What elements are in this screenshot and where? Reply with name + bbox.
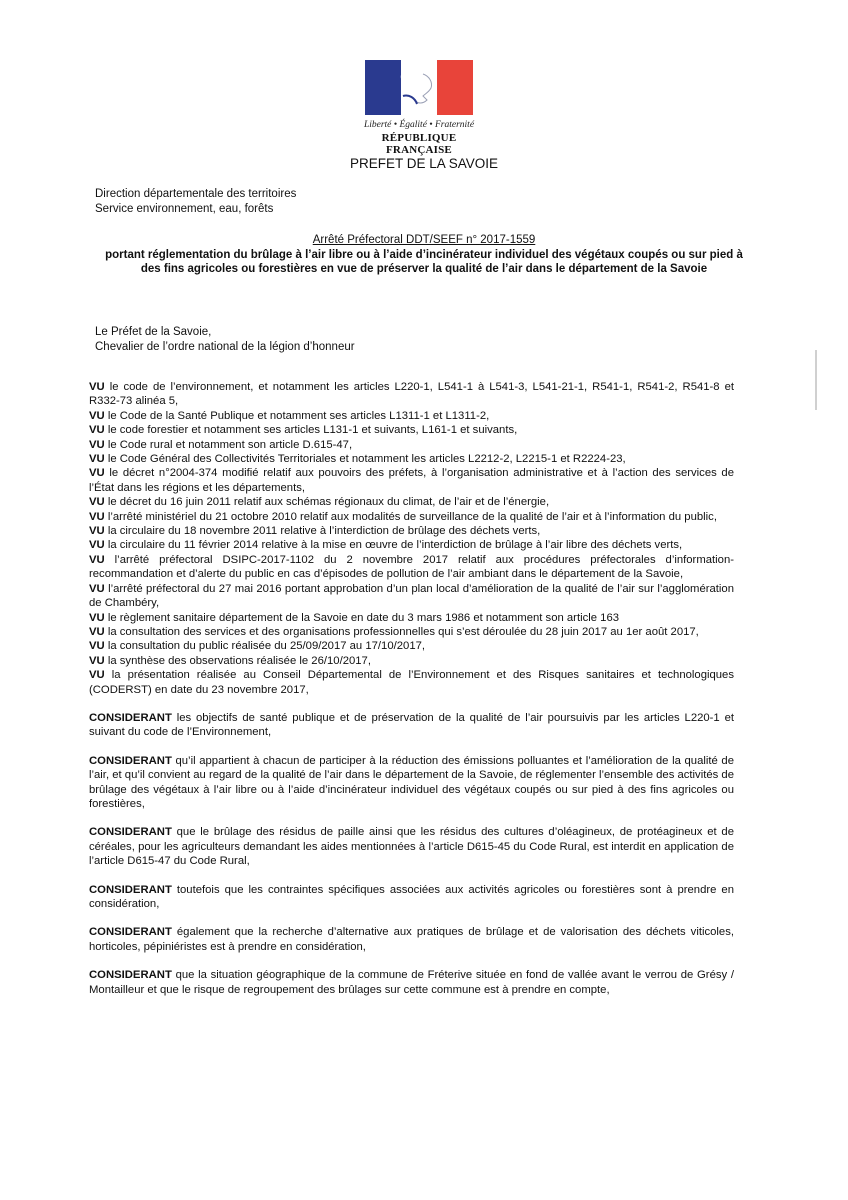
vu-keyword: VU bbox=[89, 611, 105, 624]
marianne-flag-icon bbox=[365, 60, 473, 115]
prefet-title-block bbox=[95, 325, 355, 355]
considerant-text: également que la recherche d’alternative aux pratiques de brûlage et de valorisation des déchets viticoles, horticoles, pépiniéristes est à prendre en considération, bbox=[89, 926, 734, 953]
vu-list bbox=[89, 380, 734, 697]
considerant-text: toutefois que les contraintes spécifiques associées aux activités agricoles ou forestières sont à prendre en considération, bbox=[89, 883, 734, 910]
vu-paragraph bbox=[89, 438, 734, 452]
vu-paragraph bbox=[89, 654, 734, 668]
vu-text: le règlement sanitaire département de la Savoie en date du 3 mars 1986 et notamment son article 163 bbox=[104, 611, 620, 624]
vu-keyword: VU bbox=[89, 409, 105, 422]
considerant-keyword: CONSIDERANT bbox=[89, 969, 172, 982]
service-block bbox=[95, 187, 296, 217]
considerant-list bbox=[89, 711, 734, 997]
document-body bbox=[89, 380, 734, 997]
vu-keyword: VU bbox=[89, 553, 105, 566]
arrete-block bbox=[100, 233, 748, 277]
vu-paragraph bbox=[89, 524, 734, 538]
vu-text: la consultation du public réalisée du 25/09/2017 au 17/10/2017, bbox=[104, 640, 426, 653]
vu-text: l’arrêté préfectoral du 27 mai 2016 portant approbation d’un plan local d’amélioration de la qualité de l’air sur l’agglomération de Chambéry, bbox=[89, 582, 734, 610]
considerant-keyword: CONSIDERANT bbox=[89, 926, 172, 939]
vu-text: le Code rural et notamment son article D.615-47, bbox=[104, 438, 353, 451]
considerant-keyword: CONSIDERANT bbox=[89, 826, 172, 839]
vu-keyword: VU bbox=[89, 467, 105, 480]
arrete-number: Arrêté Préfectoral DDT/SEEF n° 2017-1559 bbox=[312, 234, 536, 246]
vu-keyword: VU bbox=[89, 496, 105, 509]
vu-paragraph bbox=[89, 582, 734, 611]
considerant-keyword: CONSIDERANT bbox=[89, 711, 172, 724]
considerant-paragraph bbox=[89, 711, 734, 740]
vu-paragraph bbox=[89, 423, 734, 437]
arrete-object: portant réglementation du brûlage à l’air libre ou à l’aide d’incinérateur individuel des végétaux coupés ou sur pied à des fins agricoles ou forestières en vue de préserver la qualité de l’air dans le département de la Savoie bbox=[105, 248, 743, 275]
vu-keyword: VU bbox=[89, 669, 105, 682]
vu-paragraph bbox=[89, 452, 734, 466]
vu-keyword: VU bbox=[89, 510, 105, 523]
vu-paragraph bbox=[89, 380, 734, 409]
vu-text: la circulaire du 18 novembre 2011 relative à l’interdiction de brûlage des déchets verts, bbox=[104, 525, 541, 538]
scan-margin-mark bbox=[815, 350, 817, 410]
vu-keyword: VU bbox=[89, 424, 105, 437]
vu-text: le Code de la Santé Publique et notamment ses articles L1311-1 et L1311-2, bbox=[104, 409, 490, 422]
vu-paragraph bbox=[89, 510, 734, 524]
considerant-paragraph bbox=[89, 825, 734, 868]
vu-paragraph bbox=[89, 409, 734, 423]
vu-text: la consultation des services et des organisations professionnelles qui s’est déroulée du 28 juin 2017 au 1er août 2017, bbox=[104, 625, 699, 638]
vu-paragraph bbox=[89, 639, 734, 653]
vu-text: la présentation réalisée au Conseil Départemental de l’Environnement et des Risques sanitaires et technologiques (CODERST) en date du 23 novembre 2017, bbox=[89, 669, 734, 696]
considerant-paragraph bbox=[89, 968, 734, 997]
vu-text: le code forestier et notamment ses articles L131-1 et suivants, L161-1 et suivants, bbox=[104, 424, 518, 437]
considerant-text: les objectifs de santé publique et de préservation de la qualité de l’air poursuivis par les articles L220-1 et suivant du code de l’Environnement, bbox=[89, 711, 734, 739]
vu-keyword: VU bbox=[89, 438, 105, 451]
prefet-title-line-2: Chevalier de l’ordre national de la légion d’honneur bbox=[95, 341, 355, 353]
vu-keyword: VU bbox=[89, 539, 105, 552]
vu-text: le Code Général des Collectivités Territoriales et notamment les articles L2212-2, L2215-1 et R2224-23, bbox=[104, 453, 626, 466]
vu-keyword: VU bbox=[89, 453, 105, 466]
considerant-keyword: CONSIDERANT bbox=[89, 883, 172, 896]
prefet-title-line-1: Le Préfet de la Savoie, bbox=[95, 326, 212, 338]
republique-logo bbox=[355, 60, 483, 156]
service-line: Service environnement, eau, forêts bbox=[95, 203, 274, 215]
prefet-heading: PREFET DE LA SAVOIE bbox=[349, 156, 499, 171]
vu-paragraph bbox=[89, 625, 734, 639]
considerant-text: que le brûlage des résidus de paille ainsi que les résidus des cultures d’oléagineux, de protéagineux et de céréales, pour les agriculteurs demandant les aides mentionnées à l’article D615-45 du Code Rural, est interdit en application de l’article D615-47 du Code Rural, bbox=[89, 826, 734, 868]
vu-paragraph bbox=[89, 538, 734, 552]
vu-paragraph bbox=[89, 466, 734, 495]
vu-text: le code de l’environnement, et notamment les articles L220-1, L541-1 à L541-3, L541-21-1, R541-1, R541-2, R541-8 et R332-73 alinéa 5, bbox=[89, 381, 734, 408]
considerant-keyword: CONSIDERANT bbox=[89, 754, 172, 767]
vu-keyword: VU bbox=[89, 582, 105, 595]
vu-text: la circulaire du 11 février 2014 relative à la mise en œuvre de l’interdiction de brûlage à l’air libre des déchets verts, bbox=[104, 539, 683, 552]
vu-paragraph bbox=[89, 611, 734, 625]
vu-paragraph bbox=[89, 668, 734, 697]
direction-line: Direction départementale des territoires bbox=[95, 188, 297, 200]
considerant-paragraph bbox=[89, 754, 734, 812]
vu-paragraph bbox=[89, 553, 734, 582]
vu-paragraph bbox=[89, 495, 734, 509]
considerant-text: que la situation géographique de la commune de Fréterive située en fond de vallée avant le verrou de Grésy / Montailleur et que le risque de regroupement des brûlages sur cette commune est à prendre en compte, bbox=[89, 969, 734, 996]
considerant-text: qu’il appartient à chacun de participer à la réduction des émissions polluantes et l’amélioration de la qualité de l’air, et qu’il convient au regard de la qualité de l’air dans le département de la Savoie, de réglementer l’ensemble des activités de brûlage des végétaux à l’air libre ou à l’aide d’incinérateur individuel des végétaux coupés ou sur pied à des fins agricoles ou forestières, bbox=[89, 754, 734, 810]
considerant-paragraph bbox=[89, 925, 734, 954]
vu-text: l’arrêté préfectoral DSIPC-2017-1102 du 2 novembre 2017 relatif aux procédures préfectorales d’information-recommandation et d’alerte du public en cas d’épisodes de pollution de l’air ambiant dans le département de la Savoie, bbox=[89, 553, 734, 581]
vu-text: l’arrêté ministériel du 21 octobre 2010 relatif aux modalités de surveillance de la qualité de l’air et à l’information du public, bbox=[104, 510, 717, 523]
vu-text: le décret n°2004-374 modifié relatif aux pouvoirs des préfets, à l’organisation administrative et à l’action des services de l’État dans les régions et les départements, bbox=[89, 467, 734, 494]
considerant-paragraph bbox=[89, 883, 734, 912]
vu-keyword: VU bbox=[89, 654, 105, 667]
vu-text: le décret du 16 juin 2011 relatif aux schémas régionaux du climat, de l’air et de l’énergie, bbox=[104, 496, 550, 509]
republic-name: RÉPUBLIQUE FRANÇAISE bbox=[381, 132, 457, 156]
vu-keyword: VU bbox=[89, 525, 105, 538]
vu-keyword: VU bbox=[89, 381, 105, 393]
vu-text: la synthèse des observations réalisée le 26/10/2017, bbox=[104, 654, 371, 667]
republic-motto: Liberté • Égalité • Fraternité bbox=[363, 120, 475, 130]
vu-keyword: VU bbox=[89, 640, 105, 653]
vu-keyword: VU bbox=[89, 625, 105, 638]
